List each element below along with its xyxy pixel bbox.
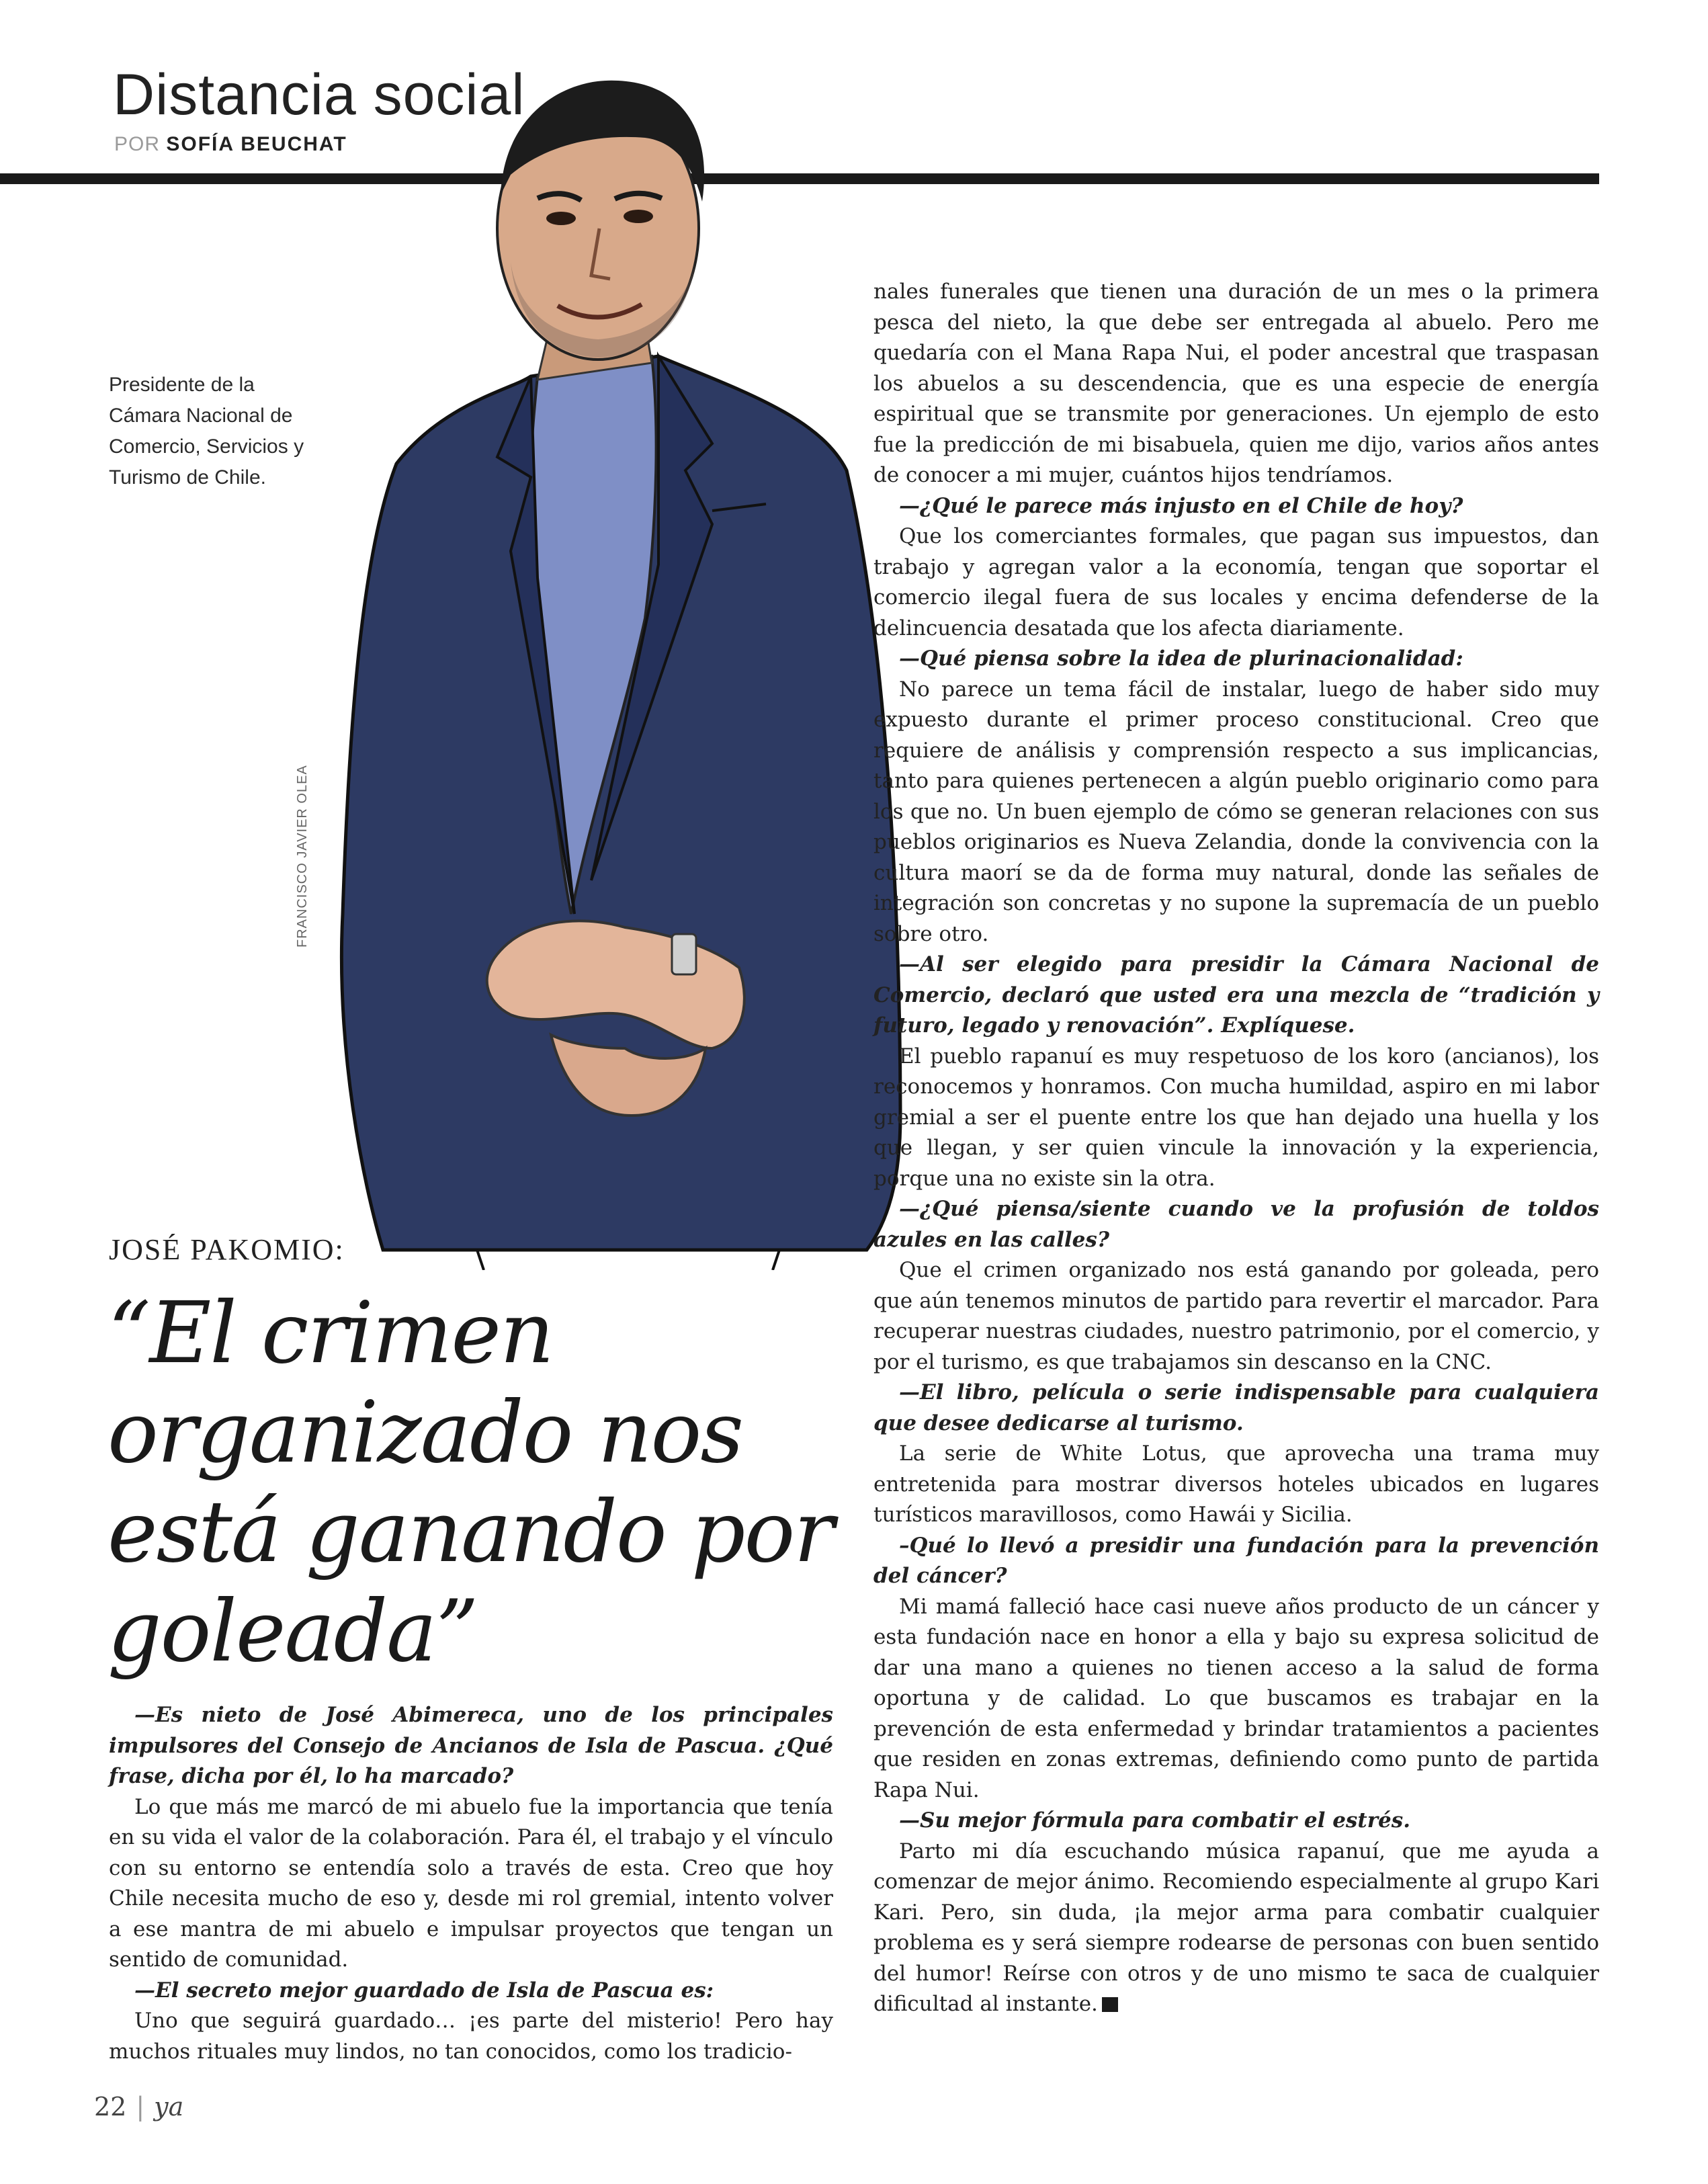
byline-prefix: POR xyxy=(114,133,161,155)
illustration-credit: FRANCISCO JAVIER OLEA xyxy=(295,765,310,948)
question: —El secreto mejor guardado de Isla de Pascua es: xyxy=(134,1978,714,2003)
answer: Mi mamá falleció hace casi nueve años producto de un cáncer y esta fundación nace en honor a ella y bajo su expresa solicitud de dar una mano a quienes no tienen acceso a la salud de forma oportuna y de calidad. Lo que buscamos es trabajar en la prevención de esta enfermedad y brindar tratamientos a pacientes que residen en zonas extremas, definiendo como punto de partida Rapa Nui. xyxy=(873,1594,1599,1802)
left-column xyxy=(109,1700,833,2067)
byline-author: SOFÍA BEUCHAT xyxy=(166,133,347,155)
end-mark-icon xyxy=(1102,1997,1118,2012)
question: —Al ser elegido para presidir la Cámara Nacional de Comercio, declaró que usted era una mezcla de “tradición y futuro, legado y renovación”. Explíquese. xyxy=(873,952,1599,1038)
answer: La serie de White Lotus, que aprovecha una trama muy entretenida para mostrar diversos hoteles ubicados en lugares turísticos maravillosos, como Hawái y Sicilia. xyxy=(873,1441,1599,1527)
page-folio xyxy=(94,2092,184,2122)
final-answer-text: Parto mi día escuchando música rapanuí, que me ayuda a comenzar de mejor ánimo. Recomiendo especialmente al grupo Kari Kari. Pero, sin duda, ¡la mejor arma para combatir cualquier problema es y será siempre rodearse de personas con buen sentido del humor! Reírse con otros y de uno mismo te saca de cualquier dificultad al instante. xyxy=(873,1839,1599,2016)
answer: Uno que seguirá guardado… ¡es parte del misterio! Pero hay muchos rituales muy lindos, no tan conocidos, como los tradicio- xyxy=(109,2009,833,2064)
headline: “El crimen organizado nos está ganando por goleada” xyxy=(108,1284,833,1681)
right-column xyxy=(873,277,1599,2020)
answer: No parece un tema fácil de instalar, luego de haber sido muy expuesto durante el primer proceso constitucional. Creo que requiere de análisis y comprensión respecto a sus implicancias, tanto para quienes pertenecen a algún pueblo originario como para los que no. Un buen ejemplo de cómo se generan relaciones con sus pueblos originarios es Nueva Zelandia, donde la convivencia con la cultura maorí se da de forma muy natural, donde las señales de integración son concretas y no supone la supremacía de un pueblo sobre otro. xyxy=(873,677,1599,946)
answer: Que el crimen organizado nos está ganando por goleada, pero que aún tenemos minutos de partido para revertir el marcador. Para recuperar nuestras ciudades, nuestro patrimonio, por el comercio, y por el turismo, es que trabajamos sin descanso en la CNC. xyxy=(873,1258,1599,1374)
question: —El libro, película o serie indispensable para cualquiera que desee dedicarse al turismo. xyxy=(873,1380,1599,1435)
answer: El pueblo rapanuí es muy respetuoso de los koro (ancianos), los reconocemos y honramos. Con mucha humildad, aspiro en mi labor gremial a ser el puente entre los que han dejado una huella y los que llegan, y ser quien vincule la innovación y la experiencia, porque una no existe sin la otra. xyxy=(873,1044,1599,1191)
answer xyxy=(873,1837,1599,2020)
right-eye xyxy=(624,210,653,223)
left-eye xyxy=(546,212,576,225)
folio-separator: | xyxy=(136,2092,145,2122)
continued-answer: nales funerales que tienen una duración de un mes o la primera pesca del nieto, la que debe ser entregada al abuelo. Pero me quedaría con el Mana Rapa Nui, el poder ancestral que traspasan los abuelos a su descendencia, que es una especie de energía espiritual que se transmite por generaciones. Un ejemplo de esto fue la predicción de mi bisabuela, quien me dijo, varios años antes de conocer a mi mujer, cuántos hijos tendríamos. xyxy=(873,280,1599,487)
answer: Lo que más me marcó de mi abuelo fue la importancia que tenía en su vida el valor de la colaboración. Para él, el trabajo y el vínculo con su entorno se entendía solo a través de esta. Creo que hoy Chile necesita mucho de eso y, desde mi rol gremial, intento volver a ese mantra de mi abuelo e impulsar proyectos que tengan un sentido de comunidad. xyxy=(109,1794,833,1972)
magazine-logo: ya xyxy=(154,2092,184,2122)
question: —Es nieto de José Abimereca, uno de los principales impulsores del Consejo de Ancianos de Isla de Pascua. ¿Qué frase, dicha por él, lo ha marcado? xyxy=(109,1703,833,1788)
portrait-illustration xyxy=(309,40,914,1270)
illustration-caption: Presidente de la Cámara Nacional de Comercio, Servicios y Turismo de Chile. xyxy=(109,374,304,489)
question: —Qué piensa sobre la idea de plurinacionalidad: xyxy=(899,646,1463,671)
question: —Su mejor fórmula para combatir el estrés. xyxy=(899,1808,1410,1833)
wristwatch xyxy=(672,934,696,974)
section-title: Distancia social xyxy=(113,62,525,127)
question: —¿Qué piensa/siente cuando ve la profusión de toldos azules en las calles? xyxy=(873,1197,1599,1252)
answer: Que los comerciantes formales, que pagan sus impuestos, dan trabajo y agregan valor a la economía, tengan que soportar el comercio ilegal fuera de sus locales y encima defenderse de la delincuencia desatada que los afecta diariamente. xyxy=(873,524,1599,640)
question: –Qué lo llevó a presidir una fundación para la prevención del cáncer? xyxy=(873,1533,1599,1588)
interviewee-name: JOSÉ PAKOMIO: xyxy=(109,1233,345,1266)
page-number: 22 xyxy=(94,2092,127,2122)
question: —¿Qué le parece más injusto en el Chile de hoy? xyxy=(899,493,1463,518)
